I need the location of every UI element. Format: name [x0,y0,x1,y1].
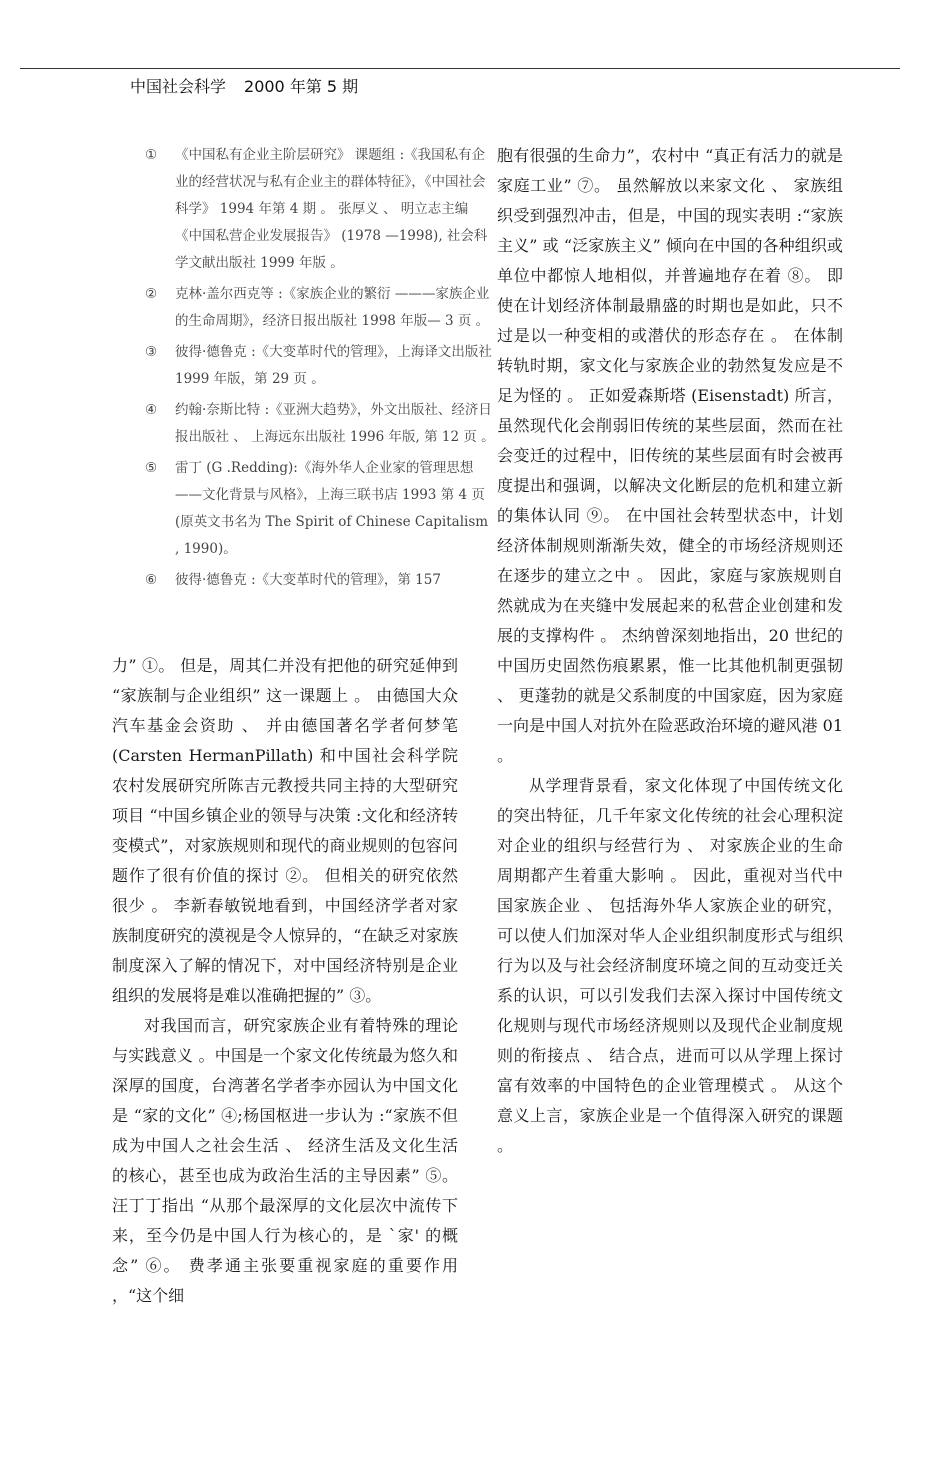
footnote [145,339,495,393]
right-column [497,141,843,1161]
footnote [145,455,495,563]
footnote-text: 彼得·德鲁克 :《大变革时代的管理》，上海译文出版社 1999 年版，第 29 页 。 [175,344,492,387]
footnote-text: 雷丁 (G .Redding):《海外华人企业家的管理思想——文化背景与风格》，上海三联书店 1993 第 4 页 (原英文书名为 The Spirit of Chinese Capitalism , 1990)。 [175,460,489,557]
body-paragraph: 力” ①。 但是，周其仁并没有把他的研究延伸到 “家族制与企业组织” 这一课题上 。 由德国大众汽车基金会资助 、 并由德国著名学者何梦笔 (Carsten HermanPillath) 和中国社会科学院农村发展研究所陈吉元教授共同主持的大型研究项目 “中国乡镇企业的领导与决策 :文化和经济转变模式”，对家族规则和现代的商业规则的包容问题作了很有价值的探讨 ②。 但相关的研究依然很少 。 李新春敏锐地看到，中国经济学者对家族制度研究的漠视是令人惊异的，“在缺乏对家族制度深入了解的情况下，对中国经济特别是企业组织的发展将是难以准确把握的” ③。 [112,656,458,1005]
footnote-number: ④ [145,402,158,418]
issue-number: 2000 年第 5 期 [244,77,359,96]
body-paragraph: 从学理背景看，家文化体现了中国传统文化的突出特征，几千年家文化传统的社会心理积淀对企业的组织与经营行为 、 对家族企业的生命周期都产生着重大影响 。 因此，重视对当代中国家族企业 、 包括海外华人家族企业的研究，可以使人们加深对华人企业组织制度形式与组织行为以及与社会经济制度环境之间的互动变迁关系的认识，可以引发我们去深入探讨中国传统文化规则与现代市场经济规则以及现代企业制度规则的衔接点 、 结合点，进而可以从学理上探讨富有效率的中国特色的企业管理模式 。 从这个意义上言，家族企业是一个值得深入研究的课题 。 [497,776,843,1155]
footnote-number: ⑥ [145,572,158,588]
footnote-number: ⑤ [145,460,158,476]
footnotes [145,142,495,598]
left-column [112,651,458,1311]
footnote-text: 《中国私有企业主阶层研究》 课题组 :《我国私有企业的经营状况与私有企业主的群体特征》，《中国社会科学》 1994 年第 4 期 。 张厚义 、 明立志主编《中国私营企业发展报告》 (1978 —1998), 社会科学文献出版社 1999 年版 。 [175,147,488,271]
footnote-text: 克林·盖尔西克等 :《家族企业的繁衍 ———家族企业的生命周期》，经济日报出版社 1998 年版— 3 页 。 [175,286,490,329]
footnote [145,142,495,277]
footnote [145,397,495,451]
body-paragraph: 对我国而言，研究家族企业有着特殊的理论与实践意义 。中国是一个家文化传统最为悠久和深厚的国度，台湾著名学者李亦园认为中国文化是 “家的文化” ④;杨国枢进一步认为 :“家族不但成为中国人之社会生活 、 经济生活及文化生活的核心，甚至也成为政治生活的主导因素” ⑤。 汪丁丁指出 “从那个最深厚的文化层次中流传下来，至今仍是中国人行为核心的，是 `家' 的概念” ⑥。 费孝通主张要重视家庭的重要作用 ，“这个细 [112,1016,458,1305]
footnote [145,281,495,335]
footnote-text: 彼得·德鲁克 :《大变革时代的管理》，第 157 [175,572,441,588]
footnote [145,567,495,594]
body-paragraph: 胞有很强的生命力”，农村中 “真正有活力的就是家庭工业” ⑦。 虽然解放以来家文化 、 家族组织受到强烈冲击，但是，中国的现实表明 :“家族主义” 或 “泛家族主义” 倾向在中国的各种组织或单位中都惊人地相似，并普遍地存在着 ⑧。 即使在计划经济体制最鼎盛的时期也是如此，只不过是以一种变相的或潜伏的形态存在 。 在体制转轨时期，家文化与家族企业的勃然复发应是不足为怪的 。 正如爱森斯塔 (Eisenstadt) 所言，虽然现代化会削弱旧传统的某些层面，然而在社会变迁的过程中，旧传统的某些层面有时会被再度提出和强调，以解决文化断层的危机和建立新的集体认同 ⑨。 在中国社会转型状态中，计划经济体制规则渐渐失效，健全的市场经济规则还在逐步的建立之中 。 因此，家庭与家族规则自然就成为在夹缝中发展起来的私营企业创建和发展的支撑构件 。 杰纳曾深刻地指出，20 世纪的中国历史固然伤痕累累，惟一比其他机制更强韧 、 更蓬勃的就是父系制度的中国家庭，因为家庭一向是中国人对抗外在险恶政治环境的避风港 01 。 [497,146,843,765]
footnote-number: ① [145,147,158,163]
running-header [130,74,358,97]
footnote-text: 约翰·奈斯比特 :《亚洲大趋势》，外文出版社、经济日报出版社 、 上海远东出版社 1996 年版, 第 12 页 。 [175,402,495,445]
journal-name: 中国社会科学 [130,77,227,96]
footnote-number: ② [145,286,158,302]
header-rule [20,68,900,69]
footnote-number: ③ [145,344,158,360]
